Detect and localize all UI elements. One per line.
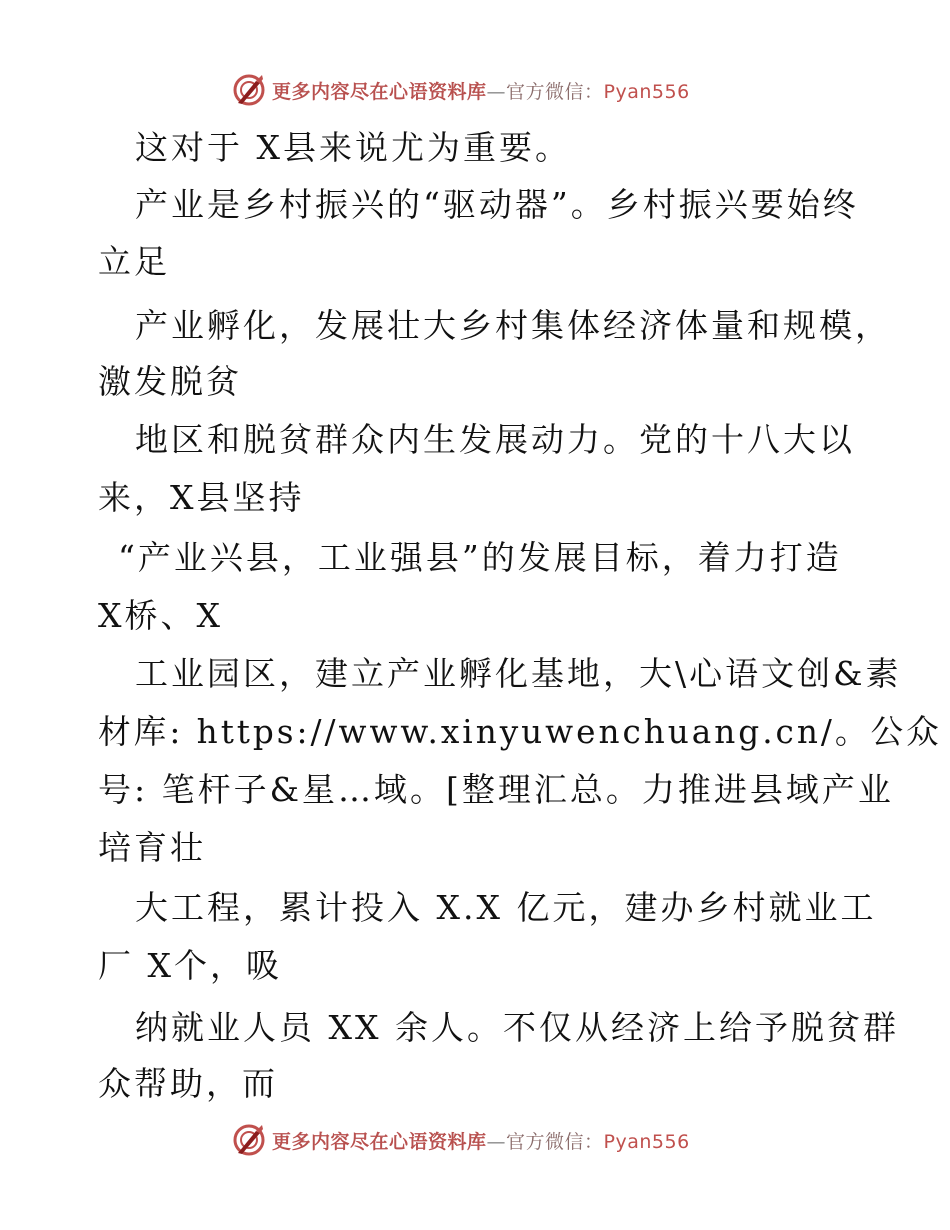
text-line: X桥、X: [98, 596, 223, 635]
footer-wechat-id: Pyan556: [603, 1130, 690, 1153]
header-watermark: [232, 72, 732, 108]
footer-watermark: [232, 1122, 732, 1158]
text-line: 产业是乡村振兴的“驱动器”。乡村振兴要始终: [135, 185, 859, 224]
text-line: 厂 X个，吸: [98, 946, 282, 985]
header-watermark-text: [272, 77, 690, 104]
text-line: “产业兴县，工业强县”的发展目标，着力打造: [118, 538, 842, 577]
header-wechat-id: Pyan556: [603, 80, 690, 103]
text-line: 纳就业人员 XX 余人。不仅从经济上给予脱贫群: [135, 1008, 899, 1047]
text-line: 产业孵化，发展壮大乡村集体经济体量和规模，: [135, 306, 891, 345]
text-line: 众帮助，而: [98, 1064, 278, 1103]
quill-logo-icon: [232, 73, 266, 107]
text-line: 这对于 X县来说尤为重要。: [135, 128, 571, 167]
footer-title: 更多内容尽在心语资料库: [272, 1130, 487, 1153]
header-title: 更多内容尽在心语资料库: [272, 80, 487, 103]
text-line: 来，X县坚持: [98, 478, 305, 517]
footer-wechat-label: 官方微信：: [506, 1130, 604, 1153]
text-line: 培育壮: [98, 828, 206, 867]
text-line: 材库: https://www.xinyuwenchuang.cn/。公众: [98, 712, 942, 751]
text-line: 号: 笔杆子&星…域。[整理汇总。力推进县域产业: [98, 770, 894, 809]
footer-watermark-text: [272, 1127, 690, 1154]
text-line: 大工程，累计投入 X.X 亿元，建办乡村就业工: [135, 888, 877, 927]
footer-separator: —: [486, 1130, 507, 1153]
text-line: 地区和脱贫群众内生发展动力。党的十八大以: [135, 420, 855, 459]
text-line: 激发脱贫: [98, 362, 242, 401]
text-line: 工业园区，建立产业孵化基地，大\心语文创&素: [135, 654, 902, 693]
header-wechat-label: 官方微信：: [506, 80, 604, 103]
header-separator: —: [486, 80, 507, 103]
quill-logo-icon: [232, 1123, 266, 1157]
text-line: 立足: [98, 242, 170, 281]
